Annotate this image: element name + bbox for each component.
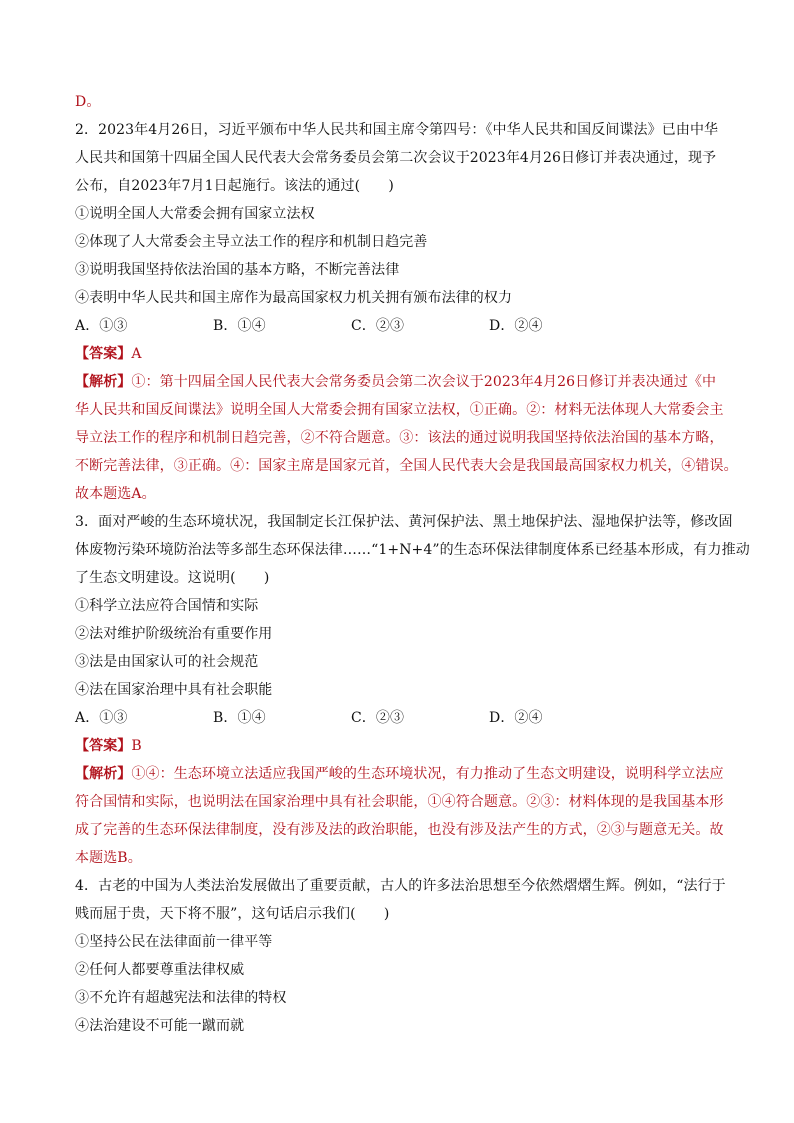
- answer-line: [75, 340, 735, 368]
- answer-value: B: [131, 738, 142, 754]
- question-4: [75, 872, 735, 1040]
- question-stem-line: 4．古老的中国为人类法治发展做出了重要贡献，古人的许多法治思想至今依然熠熠生辉。例如，“法行于: [75, 878, 726, 894]
- option-d: D．②④: [489, 710, 543, 726]
- analysis-line: [75, 368, 735, 396]
- analysis-line: 华人民共和国反间谍法》说明全国人大常委会拥有国家立法权，①正确。②：材料无法体现人大常委会主: [75, 402, 724, 418]
- option-c: C．②③: [351, 710, 405, 726]
- statement-item: ④法在国家治理中具有社会职能: [75, 682, 273, 698]
- analysis-text: ①④：生态环境立法适应我国严峻的生态环境状况，有力推动了生态文明建设，说明科学立法应: [131, 766, 724, 782]
- option-a: A．①③: [75, 710, 128, 726]
- analysis-line: 导立法工作的程序和机制日趋完善，②不符合题意。③：该法的通过说明我国坚持依法治国的基本方略，: [75, 430, 724, 446]
- analysis-line: 成了完善的生态环保法律制度，没有涉及法的政治职能，也没有涉及法产生的方式，②③与题意无关。故: [75, 822, 724, 838]
- question-stem-line: 2．2023年4月26日，习近平颁布中华人民共和国主席令第四号：《中华人民共和国反间谍法》已由中华: [75, 122, 719, 138]
- answer-value: A: [131, 346, 142, 362]
- question-stem-line: 体废物污染环境防治法等多部生态环保法律……“1+N+4”的生态环保法律制度体系已经基本形成，有力推动: [75, 542, 750, 558]
- answer-options: [75, 312, 735, 340]
- statement-item: ④法治建设不可能一蹴而就: [75, 1018, 245, 1034]
- previous-answer-tail: D。: [75, 94, 101, 110]
- analysis-line: 符合国情和实际，也说明法在国家治理中具有社会职能，①④符合题意。②③：材料体现的是我国基本形: [75, 794, 724, 810]
- analysis-line: 故本题选A。: [75, 486, 156, 502]
- statement-item: ①说明全国人大常委会拥有国家立法权: [75, 206, 315, 222]
- option-b: B．①④: [213, 318, 266, 334]
- analysis-label: 【解析】: [75, 766, 132, 782]
- statement-item: ①坚持公民在法律面前一律平等: [75, 934, 273, 950]
- statement-item: ②法对维护阶级统治有重要作用: [75, 626, 273, 642]
- question-2: [75, 116, 738, 508]
- analysis-label: 【解析】: [75, 374, 132, 390]
- question-stem-line: 了生态文明建设。这说明( ): [75, 570, 270, 586]
- option-d: D．②④: [489, 318, 543, 334]
- question-stem-line: 贱而屈于贵，天下将不服”，这句话启示我们( ): [75, 906, 390, 922]
- statement-item: ③法是由国家认可的社会规范: [75, 654, 259, 670]
- option-b: B．①④: [213, 710, 266, 726]
- option-a: A．①③: [75, 318, 128, 334]
- analysis-text: ①：第十四届全国人民代表大会常务委员会第二次会议于2023年4月26日修订并表决通过《中: [131, 374, 717, 390]
- question-3: [75, 508, 750, 872]
- question-stem-line: 人民共和国第十四届全国人民代表大会常务委员会第二次会议于2023年4月26日修订并表决通过，现予: [75, 150, 717, 166]
- answer-label: 【答案】: [75, 346, 132, 362]
- statement-item: ②任何人都要尊重法律权威: [75, 962, 245, 978]
- statement-item: ②体现了人大常委会主导立法工作的程序和机制日趋完善: [75, 234, 428, 250]
- answer-label: 【答案】: [75, 738, 132, 754]
- analysis-line: [75, 760, 735, 788]
- statement-item: ③不允许有超越宪法和法律的特权: [75, 990, 287, 1006]
- question-stem-line: 公布，自2023年7月1日起施行。该法的通过( ): [75, 178, 394, 194]
- answer-options: [75, 704, 735, 732]
- analysis-line: 本题选B。: [75, 850, 142, 866]
- statement-item: ④表明中华人民共和国主席作为最高国家权力机关拥有颁布法律的权力: [75, 290, 513, 306]
- statement-item: ③说明我国坚持依法治国的基本方略，不断完善法律: [75, 262, 400, 278]
- document-page: [75, 88, 750, 1040]
- answer-line: [75, 732, 735, 760]
- option-c: C．②③: [351, 318, 405, 334]
- analysis-line: 不断完善法律，③正确。④：国家主席是国家元首，全国人民代表大会是我国最高国家权力机关，④错误。: [75, 458, 738, 474]
- statement-item: ①科学立法应符合国情和实际: [75, 598, 259, 614]
- question-stem-line: 3．面对严峻的生态环境状况，我国制定长江保护法、黄河保护法、黑土地保护法、湿地保护法等，修改固: [75, 514, 733, 530]
